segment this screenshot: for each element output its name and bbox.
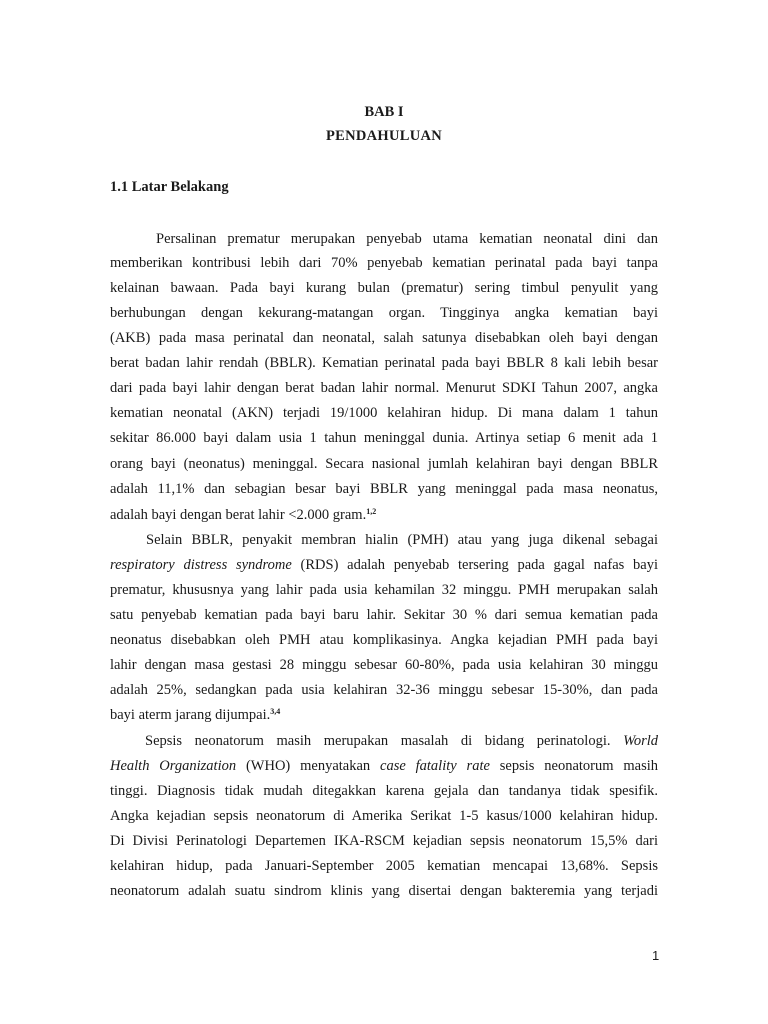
italic-term: Health Organization <box>110 758 237 774</box>
paragraph-1-line: sekitar 86.000 bayi dalam usia 1 tahun meninggal dunia. Artinya setiap 6 menit ada 1 <box>110 430 658 446</box>
italic-term: case fatality rate <box>380 758 490 774</box>
paragraph-2-line: Selain BBLR, penyakit membran hialin (PMH) atau yang juga dikenal sebagai <box>146 532 658 548</box>
paragraph-3-line <box>145 732 658 750</box>
paragraph-2-line: prematur, khususnya yang lahir pada usia kehamilan 32 minggu. PMH merupakan salah <box>110 582 658 598</box>
paragraph-3-line <box>110 757 658 775</box>
chapter-number: BAB I <box>364 104 404 120</box>
italic-term: respiratory distress syndrome <box>110 557 292 573</box>
paragraph-2-text: bayi aterm jarang dijumpai. <box>110 707 271 723</box>
citation-ref: 3,4 <box>270 707 281 716</box>
paragraph-2-line: lahir dengan masa gestasi 28 minggu sebesar 60-80%, pada usia kelahiran 30 minggu <box>110 657 658 673</box>
italic-term: World <box>623 733 658 749</box>
paragraph-3-text: Sepsis neonatorum masih merupakan masalah di bidang perinatologi. <box>145 733 624 749</box>
paragraph-3-line: Di Divisi Perinatologi Departemen IKA-RSCM kejadian sepsis neonatorum 15,5% dari <box>110 833 658 849</box>
paragraph-2-line: neonatus disebabkan oleh PMH atau komplikasinya. Angka kejadian PMH pada bayi <box>110 632 658 648</box>
paragraph-2-line: satu penyebab kematian pada bayi baru lahir. Sekitar 30 % dari semua kematian pada <box>110 607 658 623</box>
paragraph-1-text: adalah bayi dengan berat lahir <2.000 gram. <box>110 507 367 523</box>
paragraph-2-last-line <box>110 706 658 724</box>
paragraph-3-line: neonatorum adalah suatu sindrom klinis yang disertai dengan bakteremia yang terjadi <box>110 883 658 899</box>
paragraph-3-text: (WHO) menyatakan <box>236 758 381 774</box>
paragraph-1-line: memberikan kontribusi lebih dari 70% penyebab kematian perinatal pada bayi tanpa <box>110 255 658 271</box>
paragraph-1-line: Persalinan prematur merupakan penyebab utama kematian neonatal dini dan <box>156 231 658 247</box>
paragraph-1-line: kematian neonatal (AKN) terjadi 19/1000 kelahiran hidup. Di mana dalam 1 tahun <box>110 405 658 421</box>
paragraph-2-line <box>110 556 658 574</box>
paragraph-2-text: (RDS) adalah penyebab tersering pada gagal nafas bayi <box>291 557 658 573</box>
paragraph-1-line: (AKB) pada masa perinatal dan neonatal, salah satunya disebabkan oleh bayi dengan <box>110 330 658 346</box>
paragraph-1-line: kelainan bawaan. Pada bayi kurang bulan (prematur) sering timbul penyulit yang <box>110 280 658 296</box>
paragraph-1-line: berat badan lahir rendah (BBLR). Kematian perinatal pada bayi BBLR 8 kali lebih besar <box>110 355 658 371</box>
paragraph-1-line: orang bayi (neonatus) meninggal. Secara nasional jumlah kelahiran bayi dengan BBLR <box>110 456 658 472</box>
chapter-title: PENDAHULUAN <box>325 128 443 144</box>
paragraph-1-line: berhubungan dengan kekurang-matangan organ. Tingginya angka kematian bayi <box>110 305 658 321</box>
paragraph-3-text: sepsis neonatorum masih <box>489 758 658 774</box>
paragraph-2-line: adalah 25%, sedangkan pada usia kelahiran 32-36 minggu sebesar 15-30%, dan pada <box>110 682 658 698</box>
page-number: 1 <box>652 948 660 963</box>
paragraph-1-last-line <box>110 506 658 524</box>
paragraph-1-line: dari pada bayi lahir dengan berat badan lahir normal. Menurut SDKI Tahun 2007, angka <box>110 380 658 396</box>
paragraph-3-line: tinggi. Diagnosis tidak mudah ditegakkan karena gejala dan tandanya tidak spesifik. <box>110 783 658 799</box>
paragraph-3-line: Angka kejadian sepsis neonatorum di Amerika Serikat 1-5 kasus/1000 kelahiran hidup. <box>110 808 658 824</box>
paragraph-1-line: adalah 11,1% dan sebagian besar bayi BBLR yang meninggal pada masa neonatus, <box>110 481 658 497</box>
section-title: 1.1 Latar Belakang <box>110 179 229 195</box>
citation-ref: 1,2 <box>366 507 377 516</box>
paragraph-3-line: kelahiran hidup, pada Januari-September 2005 kematian mencapai 13,68%. Sepsis <box>110 858 658 874</box>
